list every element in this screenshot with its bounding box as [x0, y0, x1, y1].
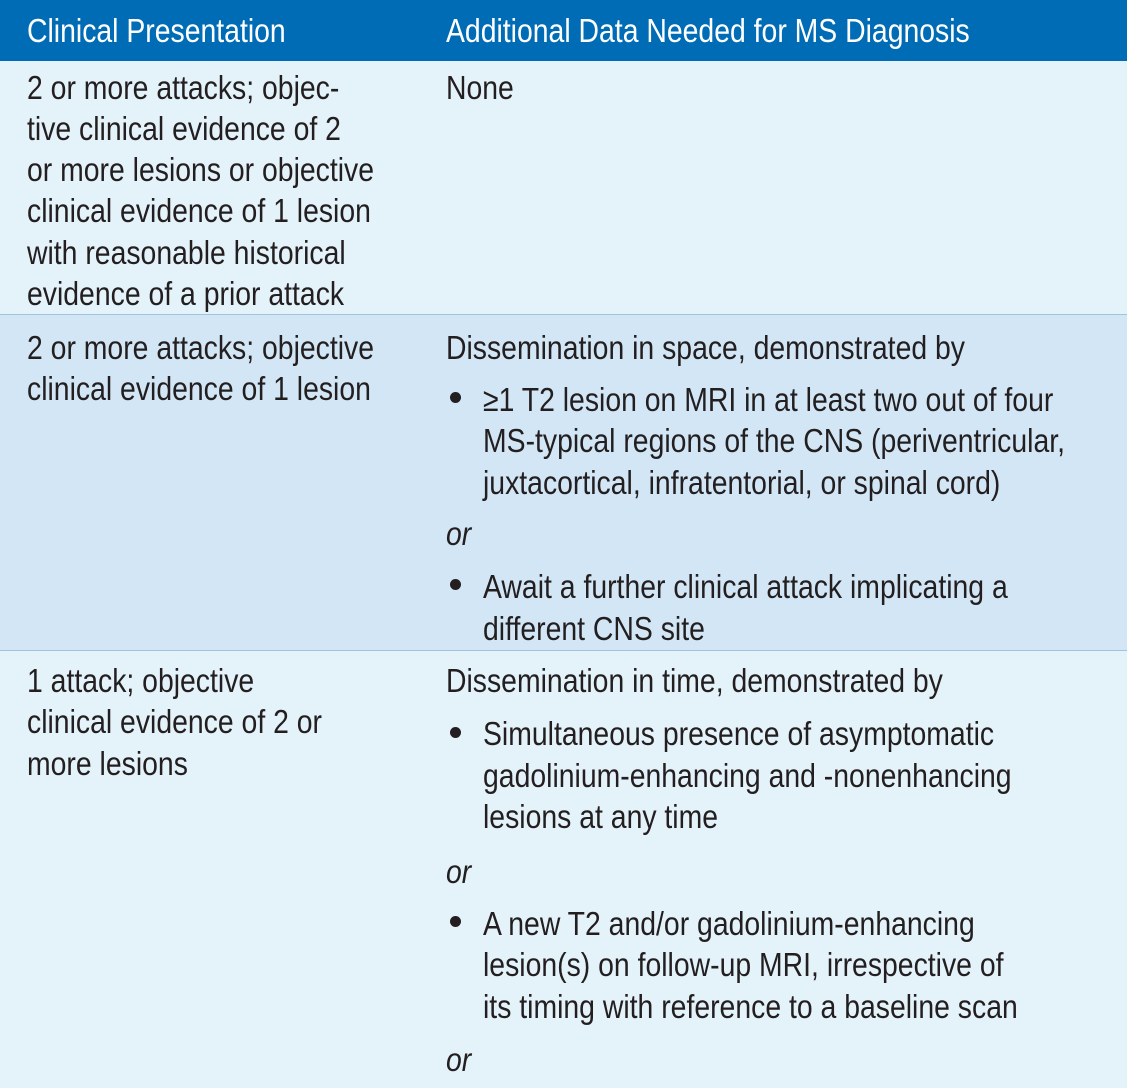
- row1-presentation-line: 2 or more attacks; objec-: [27, 69, 340, 106]
- bullet-icon: [450, 392, 461, 403]
- header-additional-data: Additional Data Needed for MS Diagnosis: [446, 12, 970, 49]
- row3-bullet2-line: lesion(s) on follow-up MRI, irrespective of: [483, 946, 1004, 983]
- row1-presentation-line: clinical evidence of 1 lesion: [27, 192, 371, 229]
- row2-presentation-line: 2 or more attacks; objective: [27, 329, 375, 366]
- row3-presentation-line: 1 attack; objective: [27, 662, 255, 699]
- row1-presentation-line: or more lesions or objective: [27, 151, 375, 188]
- row2-or: or: [446, 515, 472, 552]
- table-header: [0, 0, 1127, 61]
- row1-presentation-line: with reasonable historical: [27, 234, 346, 271]
- bullet-icon: [450, 916, 461, 927]
- row1-presentation-line: tive clinical evidence of 2: [27, 110, 341, 147]
- row2-bullet1-line: ≥1 T2 lesion on MRI in at least two out of four: [483, 381, 1054, 418]
- row3-bullet2-line: A new T2 and/or gadolinium-enhancing: [483, 905, 975, 942]
- row3-or: or: [446, 853, 472, 890]
- row2-data-lead: Dissemination in space, demonstrated by: [446, 329, 965, 366]
- bullet-icon: [450, 579, 461, 590]
- header-clinical-presentation: Clinical Presentation: [27, 12, 286, 49]
- row3-or: or: [446, 1041, 472, 1078]
- row1-data-none: None: [446, 69, 514, 106]
- row3-presentation-line: clinical evidence of 2 or: [27, 703, 323, 740]
- row3-bullet1-line: lesions at any time: [483, 798, 719, 835]
- row3-bullet1-line: Simultaneous presence of asymptomatic: [483, 715, 995, 752]
- row2-bullet1-line: MS-typical regions of the CNS (periventricular,: [483, 422, 1066, 459]
- bullet-icon: [450, 727, 461, 738]
- row2-presentation-line: clinical evidence of 1 lesion: [27, 370, 371, 407]
- row3-bullet2-line: its timing with reference to a baseline scan: [483, 988, 1018, 1025]
- row3-bullet1-line: gadolinium-enhancing and -nonenhancing: [483, 757, 1012, 794]
- row2-bullet2-line: different CNS site: [483, 610, 705, 647]
- row2-bullet1-line: juxtacortical, infratentorial, or spinal cord): [483, 464, 1001, 501]
- row1-presentation-line: evidence of a prior attack: [27, 275, 345, 312]
- row3-data-lead: Dissemination in time, demonstrated by: [446, 662, 943, 699]
- row2-bullet2-line: Await a further clinical attack implicating a: [483, 568, 1008, 605]
- row3-presentation-line: more lesions: [27, 745, 188, 782]
